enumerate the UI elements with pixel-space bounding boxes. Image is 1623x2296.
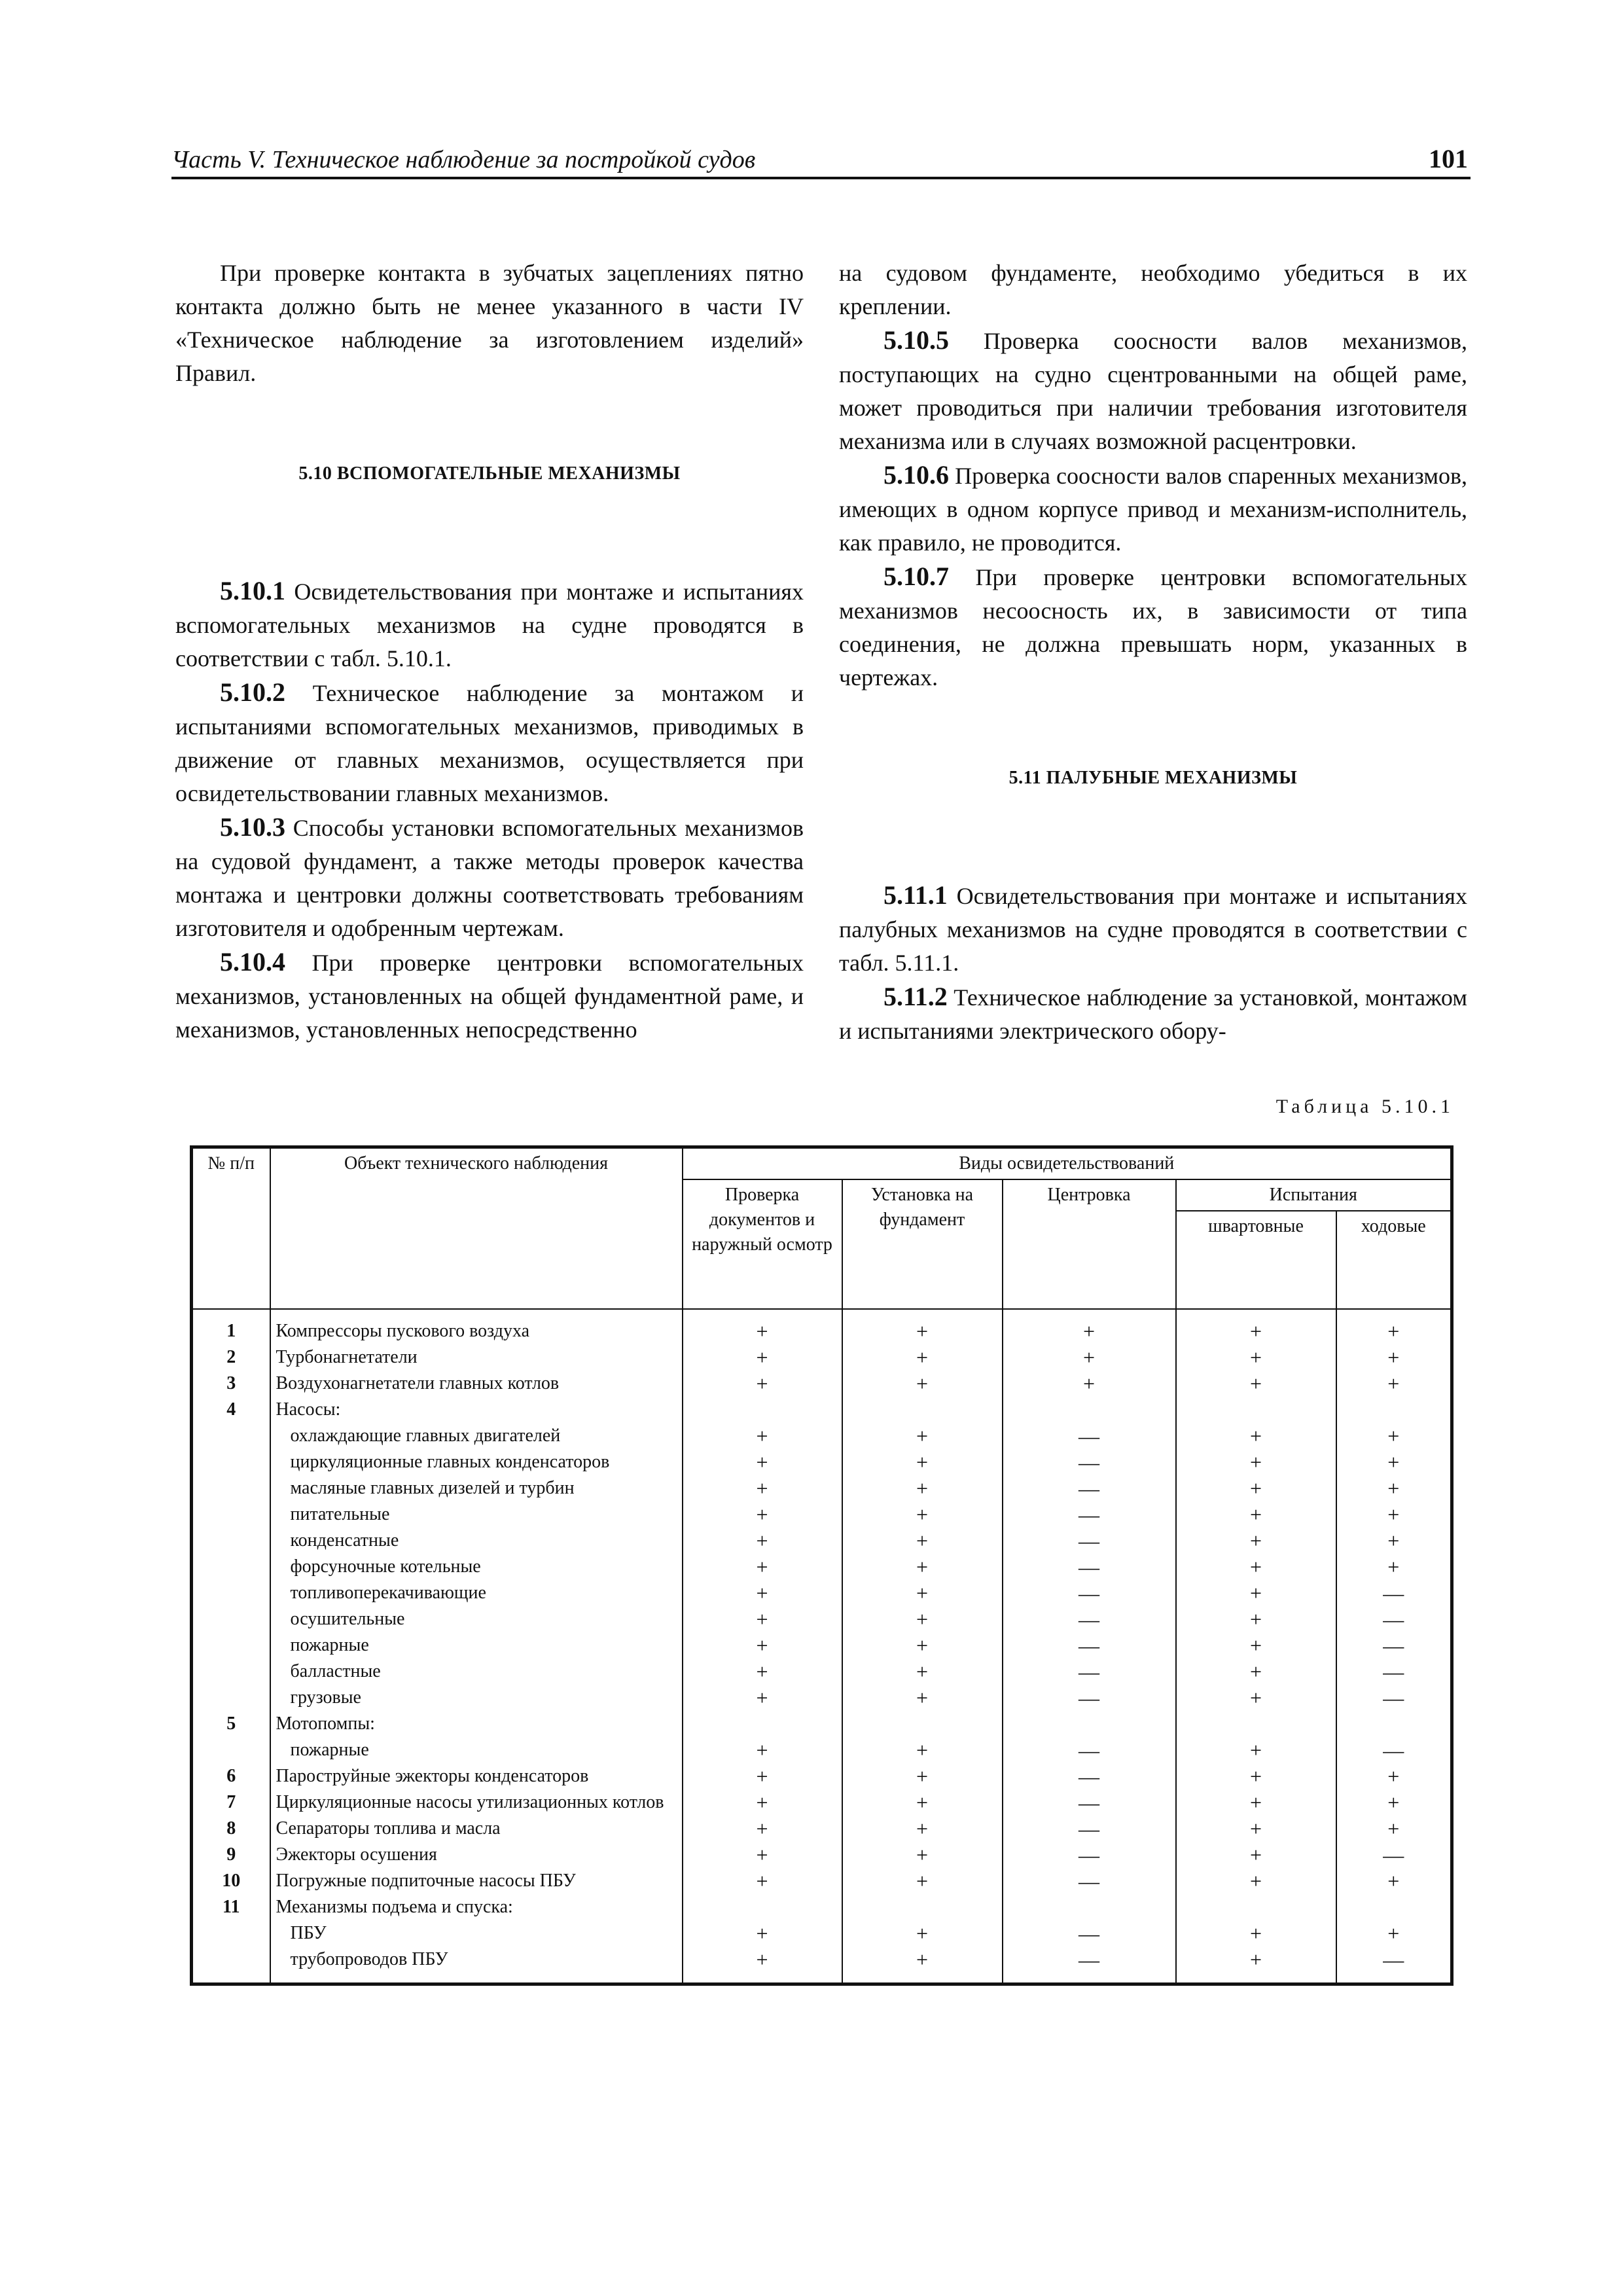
inspection-mark: + — [842, 1842, 1003, 1869]
row-number — [192, 1738, 270, 1764]
row-number — [192, 1476, 270, 1502]
paragraph-5-10-1 — [175, 574, 804, 675]
inspection-mark: + — [683, 1424, 842, 1450]
inspection-mark: + — [1336, 1816, 1452, 1842]
inspection-mark: — — [1336, 1633, 1452, 1659]
table-body — [192, 1309, 1452, 1984]
inspection-mark: + — [842, 1502, 1003, 1528]
page-number: 101 — [1429, 144, 1468, 173]
clause-text: Освидетельствования при монтаже и испытаниях вспомогательных механизмов на судне проводятся в соответствии с табл. 5.10.1. — [175, 579, 804, 672]
table-row — [192, 1790, 1452, 1816]
clause-number: 5.10.3 — [220, 812, 285, 842]
object-name: форсуночные котельные — [270, 1554, 683, 1581]
clause-text: Проверка соосности валов механизмов, поступающих на судно сцентрованными на общей раме, может проводиться при наличии требования изготовителя механизма или в случаях возможной расцентровки. — [839, 328, 1467, 454]
inspection-mark: + — [1336, 1424, 1452, 1450]
row-number — [192, 1685, 270, 1712]
inspection-mark: + — [842, 1764, 1003, 1790]
object-name: трубопроводов ПБУ — [270, 1947, 683, 1984]
row-number: 8 — [192, 1816, 270, 1842]
inspection-mark: — — [1336, 1947, 1452, 1984]
clause-text: Техническое наблюдение за монтажом и испытаниями вспомогательных механизмов, приводимых в движение от главных механизмов, осуществляется при освидетельствовании главных механизмов. — [175, 680, 804, 806]
inspection-mark: + — [1176, 1869, 1336, 1895]
inspection-mark: + — [683, 1371, 842, 1397]
inspection-mark: + — [683, 1816, 842, 1842]
header-alignment: Центровка — [1003, 1179, 1176, 1309]
inspection-mark: + — [1176, 1554, 1336, 1581]
table-caption: Таблица 5.10.1 — [1275, 1096, 1454, 1117]
inspection-mark — [1176, 1712, 1336, 1738]
object-name: питательные — [270, 1502, 683, 1528]
clause-number: 5.10.6 — [883, 460, 949, 490]
table-row — [192, 1712, 1452, 1738]
inspection-mark: + — [842, 1790, 1003, 1816]
inspection-mark: + — [1176, 1685, 1336, 1712]
row-number — [192, 1424, 270, 1450]
clause-text: При проверке центровки вспомогательных механизмов, установленных на общей фундаментной раме, и механизмов, установленных непосредственно — [175, 950, 804, 1043]
header-installation: Установка на фундамент — [842, 1179, 1003, 1309]
inspection-mark: — — [1003, 1633, 1176, 1659]
object-name: циркуляционные главных конденсаторов — [270, 1450, 683, 1476]
intro-paragraph: При проверке контакта в зубчатых зацеплениях пятно контакта должно быть не менее указанного в части IV «Техническое наблюдение за изготовлением изделий» Правил. — [175, 260, 804, 386]
table-row — [192, 1554, 1452, 1581]
table-row — [192, 1659, 1452, 1685]
inspection-mark — [1003, 1895, 1176, 1921]
inspection-mark: + — [842, 1450, 1003, 1476]
object-name: Турбонагнетатели — [270, 1345, 683, 1371]
row-number — [192, 1947, 270, 1984]
row-number — [192, 1554, 270, 1581]
object-name: пожарные — [270, 1633, 683, 1659]
inspection-mark: + — [683, 1345, 842, 1371]
inspection-mark: + — [1176, 1371, 1336, 1397]
inspection-mark: + — [1336, 1790, 1452, 1816]
table-row — [192, 1345, 1452, 1371]
inspection-mark: — — [1336, 1581, 1452, 1607]
page-header — [171, 137, 1471, 179]
inspection-mark: — — [1336, 1842, 1452, 1869]
inspection-mark — [1003, 1712, 1176, 1738]
table-row — [192, 1685, 1452, 1712]
row-number: 6 — [192, 1764, 270, 1790]
table-row — [192, 1607, 1452, 1633]
table-row — [192, 1738, 1452, 1764]
inspection-mark: + — [842, 1816, 1003, 1842]
object-name: Воздухонагнетатели главных котлов — [270, 1371, 683, 1397]
inspection-mark: + — [1176, 1633, 1336, 1659]
row-number — [192, 1528, 270, 1554]
inspection-mark: + — [1176, 1738, 1336, 1764]
inspection-mark: + — [1176, 1528, 1336, 1554]
clause-text: Техническое наблюдение за установкой, монтажом и испытаниями электрического обору- — [839, 984, 1467, 1044]
inspection-mark: + — [1336, 1309, 1452, 1345]
inspection-mark: + — [842, 1424, 1003, 1450]
inspection-mark: + — [842, 1869, 1003, 1895]
inspection-mark: + — [683, 1764, 842, 1790]
inspection-mark: — — [1336, 1607, 1452, 1633]
inspection-mark: + — [842, 1309, 1003, 1345]
object-name: масляные главных дизелей и турбин — [270, 1476, 683, 1502]
object-name: Эжекторы осушения — [270, 1842, 683, 1869]
inspection-mark: + — [1176, 1947, 1336, 1984]
inspection-mark: + — [683, 1528, 842, 1554]
inspection-mark: — — [1003, 1424, 1176, 1450]
inspection-mark: — — [1336, 1685, 1452, 1712]
inspection-mark — [1336, 1712, 1452, 1738]
inspection-mark: + — [683, 1554, 842, 1581]
row-number: 5 — [192, 1712, 270, 1738]
paragraph-5-11-2 — [839, 980, 1467, 1048]
object-name: Пароструйные эжекторы конденсаторов — [270, 1764, 683, 1790]
inspection-mark: + — [1176, 1424, 1336, 1450]
inspection-mark: + — [1003, 1309, 1176, 1345]
clause-text: Проверка соосности валов спаренных механизмов, имеющих в одном корпусе привод и механизм-исполнитель, как правило, не проводится. — [839, 463, 1467, 556]
inspection-mark: — — [1003, 1554, 1176, 1581]
row-number — [192, 1633, 270, 1659]
paragraph-5-11-1 — [839, 878, 1467, 980]
inspection-mark — [842, 1397, 1003, 1424]
inspection-mark: + — [1176, 1764, 1336, 1790]
inspection-mark — [1336, 1895, 1452, 1921]
row-number: 1 — [192, 1309, 270, 1345]
inspection-mark — [1336, 1397, 1452, 1424]
paragraph-5-10-2 — [175, 675, 804, 810]
object-name: балластные — [270, 1659, 683, 1685]
inspection-mark: — — [1003, 1502, 1176, 1528]
inspection-mark: + — [1176, 1816, 1336, 1842]
inspection-mark: — — [1003, 1947, 1176, 1984]
table-row — [192, 1309, 1452, 1345]
inspection-mark: + — [1176, 1842, 1336, 1869]
header-object: Объект технического наблюдения — [270, 1147, 683, 1310]
section-heading-5-11: 5.11 ПАЛУБНЫЕ МЕХАНИЗМЫ — [1008, 768, 1298, 788]
object-name: Насосы: — [270, 1397, 683, 1424]
header-mooring-trials: швартовные — [1176, 1211, 1336, 1309]
clause-number: 5.10.4 — [220, 947, 285, 977]
clause-number: 5.10.2 — [220, 677, 285, 707]
clause-number: 5.11.2 — [883, 982, 948, 1011]
inspection-mark: + — [1176, 1502, 1336, 1528]
table-row — [192, 1869, 1452, 1895]
inspection-mark: + — [683, 1502, 842, 1528]
row-number: 11 — [192, 1895, 270, 1921]
object-name: Погружные подпиточные насосы ПБУ — [270, 1869, 683, 1895]
inspection-mark: + — [683, 1869, 842, 1895]
clause-number: 5.10.1 — [220, 576, 285, 605]
inspection-mark: + — [1336, 1476, 1452, 1502]
inspection-mark: + — [1176, 1607, 1336, 1633]
paragraph-5-10-5 — [839, 323, 1467, 458]
inspection-mark: + — [683, 1659, 842, 1685]
paragraph-5-10-3 — [175, 810, 804, 945]
inspection-mark: — — [1003, 1816, 1176, 1842]
row-number: 9 — [192, 1842, 270, 1869]
inspection-mark: + — [1336, 1921, 1452, 1947]
row-number — [192, 1581, 270, 1607]
inspection-mark: + — [1336, 1764, 1452, 1790]
inspection-mark: — — [1003, 1528, 1176, 1554]
running-title: Часть V. Техническое наблюдение за постройкой судов — [171, 146, 756, 173]
inspection-mark: + — [1336, 1554, 1452, 1581]
table-row — [192, 1450, 1452, 1476]
clause-number: 5.11.1 — [883, 880, 948, 910]
object-name: Сепараторы топлива и масла — [270, 1816, 683, 1842]
inspection-mark: + — [1176, 1476, 1336, 1502]
inspection-mark: + — [1336, 1345, 1452, 1371]
inspection-mark: + — [1176, 1921, 1336, 1947]
clause-text: Способы установки вспомогательных механизмов на судовой фундамент, а также методы проверок качества монтажа и центровки должны соответствовать требованиям изготовителя и одобренным чертежам. — [175, 815, 804, 941]
inspection-mark: — — [1336, 1659, 1452, 1685]
object-name: топливоперекачивающие — [270, 1581, 683, 1607]
inspection-mark: + — [683, 1633, 842, 1659]
inspection-mark: + — [1176, 1450, 1336, 1476]
inspection-mark: + — [842, 1371, 1003, 1397]
inspection-mark: — — [1003, 1869, 1176, 1895]
inspection-mark: + — [842, 1738, 1003, 1764]
inspection-mark — [842, 1712, 1003, 1738]
object-name: Циркуляционные насосы утилизационных котлов — [270, 1790, 683, 1816]
table-row — [192, 1816, 1452, 1842]
inspection-mark: + — [683, 1685, 842, 1712]
header-num: № п/п — [192, 1147, 270, 1310]
inspection-mark: + — [1336, 1450, 1452, 1476]
inspection-mark: + — [842, 1476, 1003, 1502]
inspection-mark: — — [1003, 1685, 1176, 1712]
row-number — [192, 1502, 270, 1528]
inspection-mark: — — [1003, 1738, 1176, 1764]
clause-number: 5.10.7 — [883, 562, 949, 591]
inspection-mark: + — [842, 1345, 1003, 1371]
inspection-mark: + — [683, 1842, 842, 1869]
paragraph-5-10-7 — [839, 560, 1467, 694]
inspection-mark: — — [1336, 1738, 1452, 1764]
table-row — [192, 1764, 1452, 1790]
object-name: охлаждающие главных двигателей — [270, 1424, 683, 1450]
object-name: ПБУ — [270, 1921, 683, 1947]
inspection-mark: + — [683, 1450, 842, 1476]
inspection-mark — [683, 1397, 842, 1424]
inspection-mark: + — [842, 1947, 1003, 1984]
right-column — [839, 257, 1467, 1048]
object-name: Мотопомпы: — [270, 1712, 683, 1738]
header-sea-trials: ходовые — [1336, 1211, 1452, 1309]
inspection-mark: + — [1176, 1345, 1336, 1371]
inspection-mark: — — [1003, 1476, 1176, 1502]
inspection-mark: + — [1336, 1528, 1452, 1554]
inspection-mark — [1176, 1397, 1336, 1424]
table-row — [192, 1947, 1452, 1984]
clause-text: Освидетельствования при монтаже и испытаниях палубных механизмов на судне проводятся в соответствии с табл. 5.11.1. — [839, 883, 1467, 976]
inspection-mark: + — [683, 1309, 842, 1345]
inspection-mark: — — [1003, 1921, 1176, 1947]
inspection-mark: + — [683, 1581, 842, 1607]
inspection-mark — [683, 1712, 842, 1738]
inspection-mark: + — [1176, 1790, 1336, 1816]
table-row — [192, 1921, 1452, 1947]
table-row — [192, 1476, 1452, 1502]
inspection-mark — [683, 1895, 842, 1921]
inspection-mark: + — [842, 1581, 1003, 1607]
table-row — [192, 1842, 1452, 1869]
inspection-mark: + — [842, 1633, 1003, 1659]
inspection-mark: — — [1003, 1790, 1176, 1816]
clause-number: 5.10.5 — [883, 325, 949, 355]
object-name: пожарные — [270, 1738, 683, 1764]
section-heading-5-10: 5.10 ВСПОМОГАТЕЛЬНЫЕ МЕХАНИЗМЫ — [298, 463, 681, 484]
object-name: Механизмы подъема и спуска: — [270, 1895, 683, 1921]
object-name: осушительные — [270, 1607, 683, 1633]
table-row — [192, 1371, 1452, 1397]
inspection-mark: + — [842, 1659, 1003, 1685]
paragraph-5-10-6 — [839, 458, 1467, 560]
inspection-mark: + — [842, 1607, 1003, 1633]
inspection-mark: + — [842, 1528, 1003, 1554]
continued-paragraph: на судовом фундаменте, необходимо убедиться в их креплении. — [839, 260, 1467, 319]
inspection-mark: + — [1176, 1309, 1336, 1345]
inspection-mark: + — [1003, 1345, 1176, 1371]
header-inspection-types: Виды освидетельствований — [683, 1147, 1452, 1180]
table-row — [192, 1633, 1452, 1659]
row-number: 3 — [192, 1371, 270, 1397]
inspection-mark: — — [1003, 1607, 1176, 1633]
inspection-mark: + — [683, 1738, 842, 1764]
inspection-mark: — — [1003, 1450, 1176, 1476]
table-row — [192, 1502, 1452, 1528]
header-documents-check: Проверка документов и наружный осмотр — [683, 1179, 842, 1309]
inspection-mark: + — [683, 1790, 842, 1816]
row-number — [192, 1659, 270, 1685]
inspection-mark: + — [683, 1476, 842, 1502]
table-row — [192, 1528, 1452, 1554]
inspection-table — [190, 1145, 1454, 1986]
row-number: 7 — [192, 1790, 270, 1816]
table-row — [192, 1895, 1452, 1921]
object-name: конденсатные — [270, 1528, 683, 1554]
inspection-mark — [1176, 1895, 1336, 1921]
inspection-mark: — — [1003, 1842, 1176, 1869]
inspection-mark: + — [842, 1685, 1003, 1712]
row-number — [192, 1607, 270, 1633]
row-number: 10 — [192, 1869, 270, 1895]
inspection-mark — [842, 1895, 1003, 1921]
inspection-mark: + — [683, 1607, 842, 1633]
header-tests: Испытания — [1176, 1179, 1452, 1211]
row-number — [192, 1921, 270, 1947]
paragraph-5-10-4 — [175, 945, 804, 1047]
row-number: 2 — [192, 1345, 270, 1371]
table-row — [192, 1397, 1452, 1424]
inspection-mark: + — [1336, 1371, 1452, 1397]
inspection-mark: + — [683, 1921, 842, 1947]
inspection-mark: + — [1176, 1659, 1336, 1685]
inspection-mark — [1003, 1397, 1176, 1424]
row-number — [192, 1450, 270, 1476]
inspection-mark: + — [1336, 1869, 1452, 1895]
table-row — [192, 1581, 1452, 1607]
row-number: 4 — [192, 1397, 270, 1424]
object-name: Компрессоры пускового воздуха — [270, 1309, 683, 1345]
inspection-mark: — — [1003, 1659, 1176, 1685]
left-column — [175, 257, 804, 1047]
inspection-mark: — — [1003, 1581, 1176, 1607]
inspection-mark: + — [683, 1947, 842, 1984]
inspection-mark: + — [1003, 1371, 1176, 1397]
object-name: грузовые — [270, 1685, 683, 1712]
inspection-mark: — — [1003, 1764, 1176, 1790]
inspection-mark: + — [1176, 1581, 1336, 1607]
inspection-mark: + — [842, 1921, 1003, 1947]
inspection-mark: + — [1336, 1502, 1452, 1528]
table-row — [192, 1424, 1452, 1450]
inspection-mark: + — [842, 1554, 1003, 1581]
clause-text: При проверке центровки вспомогательных механизмов несоосность их, в зависимости от типа соединения, не должна превышать норм, указанных в чертежах. — [839, 564, 1467, 691]
